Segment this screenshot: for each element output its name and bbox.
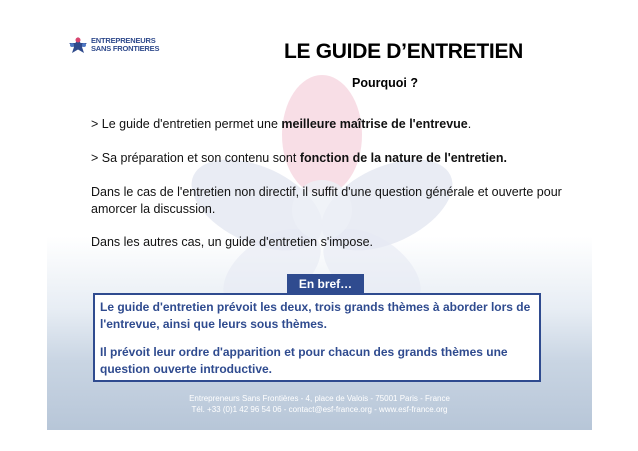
star-logo-icon xyxy=(67,36,89,54)
en-bref-label: En bref… xyxy=(287,274,364,294)
paragraph-1-suffix: . xyxy=(467,117,472,131)
paragraph-1-bold: meilleure maîtrise de l'entrevue xyxy=(281,117,468,131)
paragraph-2-bold: fonction de la nature de l'entretien. xyxy=(299,151,507,165)
paragraph-1-prefix: > Le guide d'entretien permet une xyxy=(91,117,282,131)
page-title: LE GUIDE D’ENTRETIEN xyxy=(284,40,524,63)
summary-text-2: Il prévoit leur ordre d'apparition et pour chacun des grands thèmes une question ouverte introductive. xyxy=(100,345,508,376)
logo-text xyxy=(91,37,159,53)
paragraph-2 xyxy=(91,150,507,167)
paragraph-4: Dans les autres cas, un guide d'entretien s'impose. xyxy=(91,235,374,249)
paragraph-3: Dans le cas de l'entretien non directif, il suffit d'une question générale et ouverte pour amorcer la discussion. xyxy=(91,185,562,216)
summary-text-1: Le guide d'entretien prévoit les deux, trois grands thèmes à aborder lors de l'entrevue, ainsi que leurs sous thèmes. xyxy=(100,300,531,331)
esf-logo xyxy=(67,36,159,54)
footer-address: Entrepreneurs Sans Frontières - 4, place de Valois - 75001 Paris - France xyxy=(189,394,450,403)
page-subtitle: Pourquoi ? xyxy=(352,76,418,90)
slide xyxy=(47,0,592,430)
footer-contact: Tél. +33 (0)1 42 96 54 06 - contact@esf-france.org - www.esf-france.org xyxy=(191,405,448,414)
logo-line-1: ENTREPRENEURS xyxy=(91,36,156,45)
logo-line-2: SANS FRONTIERES xyxy=(91,44,160,53)
paragraph-1 xyxy=(91,116,471,133)
paragraph-2-prefix: > Sa préparation et son contenu sont xyxy=(91,151,300,165)
footer xyxy=(47,393,592,415)
summary-box xyxy=(93,293,541,382)
